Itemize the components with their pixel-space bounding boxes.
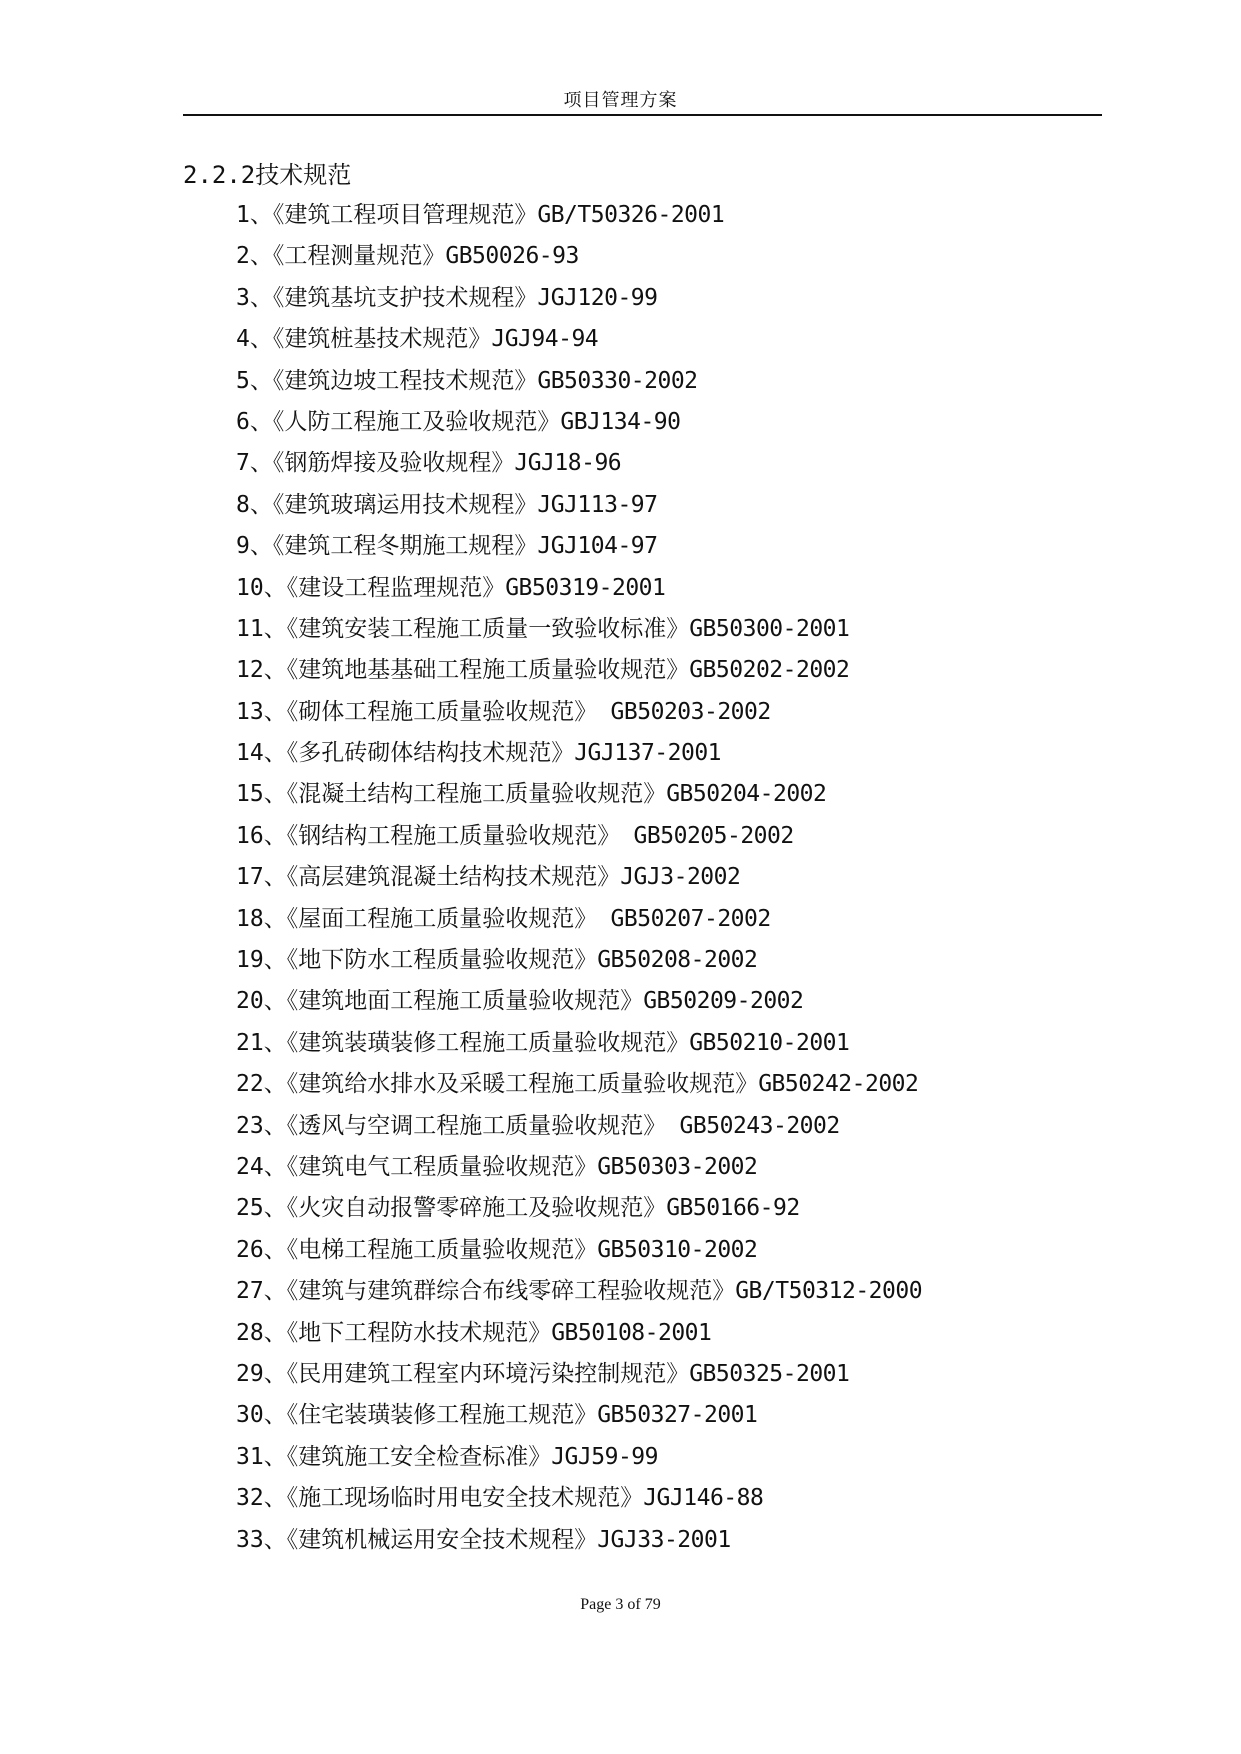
item-standard-title: 《地下防水工程质量验收规范》 [286,947,598,974]
list-item [236,1313,922,1354]
item-standard-title: 《住宅装璜装修工程施工规范》 [286,1402,598,1429]
item-standard-title: 《建筑工程项目管理规范》 [272,202,538,228]
item-number: 33、 [236,1526,287,1553]
item-standard-code: JGJ59-99 [551,1443,658,1470]
page-footer-number: Page 3 of 79 [580,1596,661,1613]
item-standard-title: 《建筑安装工程施工质量一致验收标准》 [286,615,690,642]
item-standard-title: 《建筑电气工程质量验收规范》 [286,1153,598,1180]
item-standard-title: 《建筑施工安全检查标准》 [286,1443,552,1470]
item-standard-code: GB50319-2001 [505,574,666,601]
item-standard-code: GB50026-93 [445,243,579,270]
item-standard-title: 《钢结构工程施工质量验收规范》 [286,822,621,849]
item-number: 18、 [236,905,287,932]
item-number: 14、 [236,740,287,767]
item-number: 2、 [236,243,273,270]
item-standard-code: GB50243-2002 [666,1112,840,1139]
list-item [236,650,922,691]
list-item [236,195,922,236]
list-item [236,899,922,940]
item-standard-title: 《人防工程施工及验收规范》 [272,408,561,435]
item-standard-code: GB50209-2002 [643,988,804,1015]
item-number: 15、 [236,781,287,808]
item-standard-code: GB50300-2001 [689,615,850,642]
item-standard-title: 《火灾自动报警零碎施工及验收规范》 [286,1195,667,1222]
list-item [236,1064,922,1105]
item-standard-title: 《建筑给水排水及采暖工程施工质量验收规范》 [286,1071,759,1098]
item-standard-code: JGJ104-97 [537,533,658,560]
item-standard-code: GB50327-2001 [597,1402,758,1429]
item-standard-code: GB50207-2002 [597,905,771,932]
list-item [236,1023,922,1064]
item-number: 21、 [236,1029,287,1056]
page-header-title: 项目管理方案 [563,90,678,111]
list-item [236,692,922,733]
item-standard-title: 《高层建筑混凝土结构技术规范》 [286,864,621,891]
list-item [236,940,922,981]
item-number: 9、 [236,533,273,560]
item-standard-title: 《电梯工程施工质量验收规范》 [286,1236,598,1263]
item-standard-code: GB50208-2002 [597,947,758,974]
item-standard-title: 《民用建筑工程室内环境污染控制规范》 [286,1360,690,1387]
item-number: 6、 [236,408,273,435]
item-standard-code: GBJ134-90 [560,408,681,435]
item-number: 7、 [236,450,273,477]
list-item [236,526,922,567]
item-standard-title: 《建筑机械运用安全技术规程》 [286,1526,598,1553]
item-standard-code: GB50210-2001 [689,1029,850,1056]
list-item [236,1478,922,1519]
item-number: 23、 [236,1112,287,1139]
list-item [236,1230,922,1271]
item-standard-code: GB50203-2002 [597,698,771,725]
item-standard-title: 《建筑工程冬期施工规程》 [272,533,538,560]
item-standard-code: GB50205-2002 [620,822,794,849]
item-number: 12、 [236,657,287,684]
item-standard-code: JGJ33-2001 [597,1526,731,1553]
item-standard-code: JGJ94-94 [491,326,599,353]
list-item [236,1520,922,1561]
item-standard-title: 《建筑地面工程施工质量验收规范》 [286,988,644,1015]
item-number: 8、 [236,491,273,518]
item-standard-code: JGJ18-96 [514,450,622,477]
item-standard-title: 《建筑与建筑群综合布线零碎工程验收规范》 [286,1278,736,1305]
item-standard-title: 《建筑桩基技术规范》 [272,326,492,353]
item-standard-code: GB/T50312-2000 [735,1278,923,1305]
item-standard-title: 《建筑地基基础工程施工质量验收规范》 [286,657,690,684]
item-number: 30、 [236,1402,287,1429]
item-standard-code: GB50330-2002 [537,367,698,394]
item-standard-title: 《建筑基坑支护技术规程》 [272,284,538,311]
item-standard-title: 《建筑边坡工程技术规范》 [272,367,538,394]
list-item [236,857,922,898]
item-number: 32、 [236,1485,287,1512]
item-number: 4、 [236,326,273,353]
item-number: 29、 [236,1360,287,1387]
item-standard-code: JGJ146-88 [643,1485,764,1512]
item-standard-code: GB50310-2002 [597,1236,758,1263]
list-item [236,1188,922,1229]
list-item [236,485,922,526]
item-standard-code: GB50108-2001 [551,1319,712,1346]
list-item [236,278,922,319]
item-number: 11、 [236,615,287,642]
item-number: 28、 [236,1319,287,1346]
list-item [236,774,922,815]
item-standard-title: 《建筑玻璃运用技术规程》 [272,491,538,518]
item-standard-title: 《砌体工程施工质量验收规范》 [286,698,598,725]
list-item [236,1395,922,1436]
header-divider [183,114,1102,116]
list-item [236,1437,922,1478]
item-number: 22、 [236,1071,287,1098]
item-standard-title: 《钢筋焊接及验收规程》 [272,450,515,477]
item-number: 20、 [236,988,287,1015]
item-standard-code: JGJ137-2001 [574,740,722,767]
item-standard-code: JGJ120-99 [537,284,658,311]
item-number: 17、 [236,864,287,891]
item-standard-code: GB50166-92 [666,1195,800,1222]
item-standard-title: 《地下工程防水技术规范》 [286,1319,552,1346]
item-number: 25、 [236,1195,287,1222]
section-heading: 2.2.2技术规范 [183,161,352,189]
item-number: 31、 [236,1443,287,1470]
item-number: 1、 [236,202,273,228]
item-standard-title: 《建筑装璜装修工程施工质量验收规范》 [286,1029,690,1056]
item-standard-code: GB50202-2002 [689,657,850,684]
item-number: 16、 [236,822,287,849]
item-standard-code: GB/T50326-2001 [537,202,725,228]
item-number: 27、 [236,1278,287,1305]
item-standard-code: GB50325-2001 [689,1360,850,1387]
item-number: 3、 [236,284,273,311]
item-number: 5、 [236,367,273,394]
item-standard-title: 《透风与空调工程施工质量验收规范》 [286,1112,667,1139]
item-number: 19、 [236,947,287,974]
list-item [236,361,922,402]
list-item [236,1271,922,1312]
item-standard-code: JGJ3-2002 [620,864,741,891]
item-number: 13、 [236,698,287,725]
list-item [236,609,922,650]
list-item [236,1354,922,1395]
list-item [236,816,922,857]
list-item [236,443,922,484]
item-standard-code: GB50204-2002 [666,781,827,808]
item-standard-code: GB50303-2002 [597,1153,758,1180]
item-standard-title: 《建设工程监理规范》 [286,574,506,601]
list-item [236,733,922,774]
item-standard-title: 《混凝土结构工程施工质量验收规范》 [286,781,667,808]
list-item [236,981,922,1022]
item-number: 26、 [236,1236,287,1263]
standards-list [236,195,922,1561]
list-item [236,1106,922,1147]
item-standard-title: 《多孔砖砌体结构技术规范》 [286,740,575,767]
list-item [236,402,922,443]
item-standard-code: GB50242-2002 [758,1071,919,1098]
item-number: 24、 [236,1153,287,1180]
list-item [236,568,922,609]
list-item [236,1147,922,1188]
item-number: 10、 [236,574,287,601]
list-item [236,236,922,277]
item-standard-title: 《屋面工程施工质量验收规范》 [286,905,598,932]
item-standard-title: 《施工现场临时用电安全技术规范》 [286,1485,644,1512]
item-standard-title: 《工程测量规范》 [272,243,446,270]
item-standard-code: JGJ113-97 [537,491,658,518]
list-item [236,319,922,360]
